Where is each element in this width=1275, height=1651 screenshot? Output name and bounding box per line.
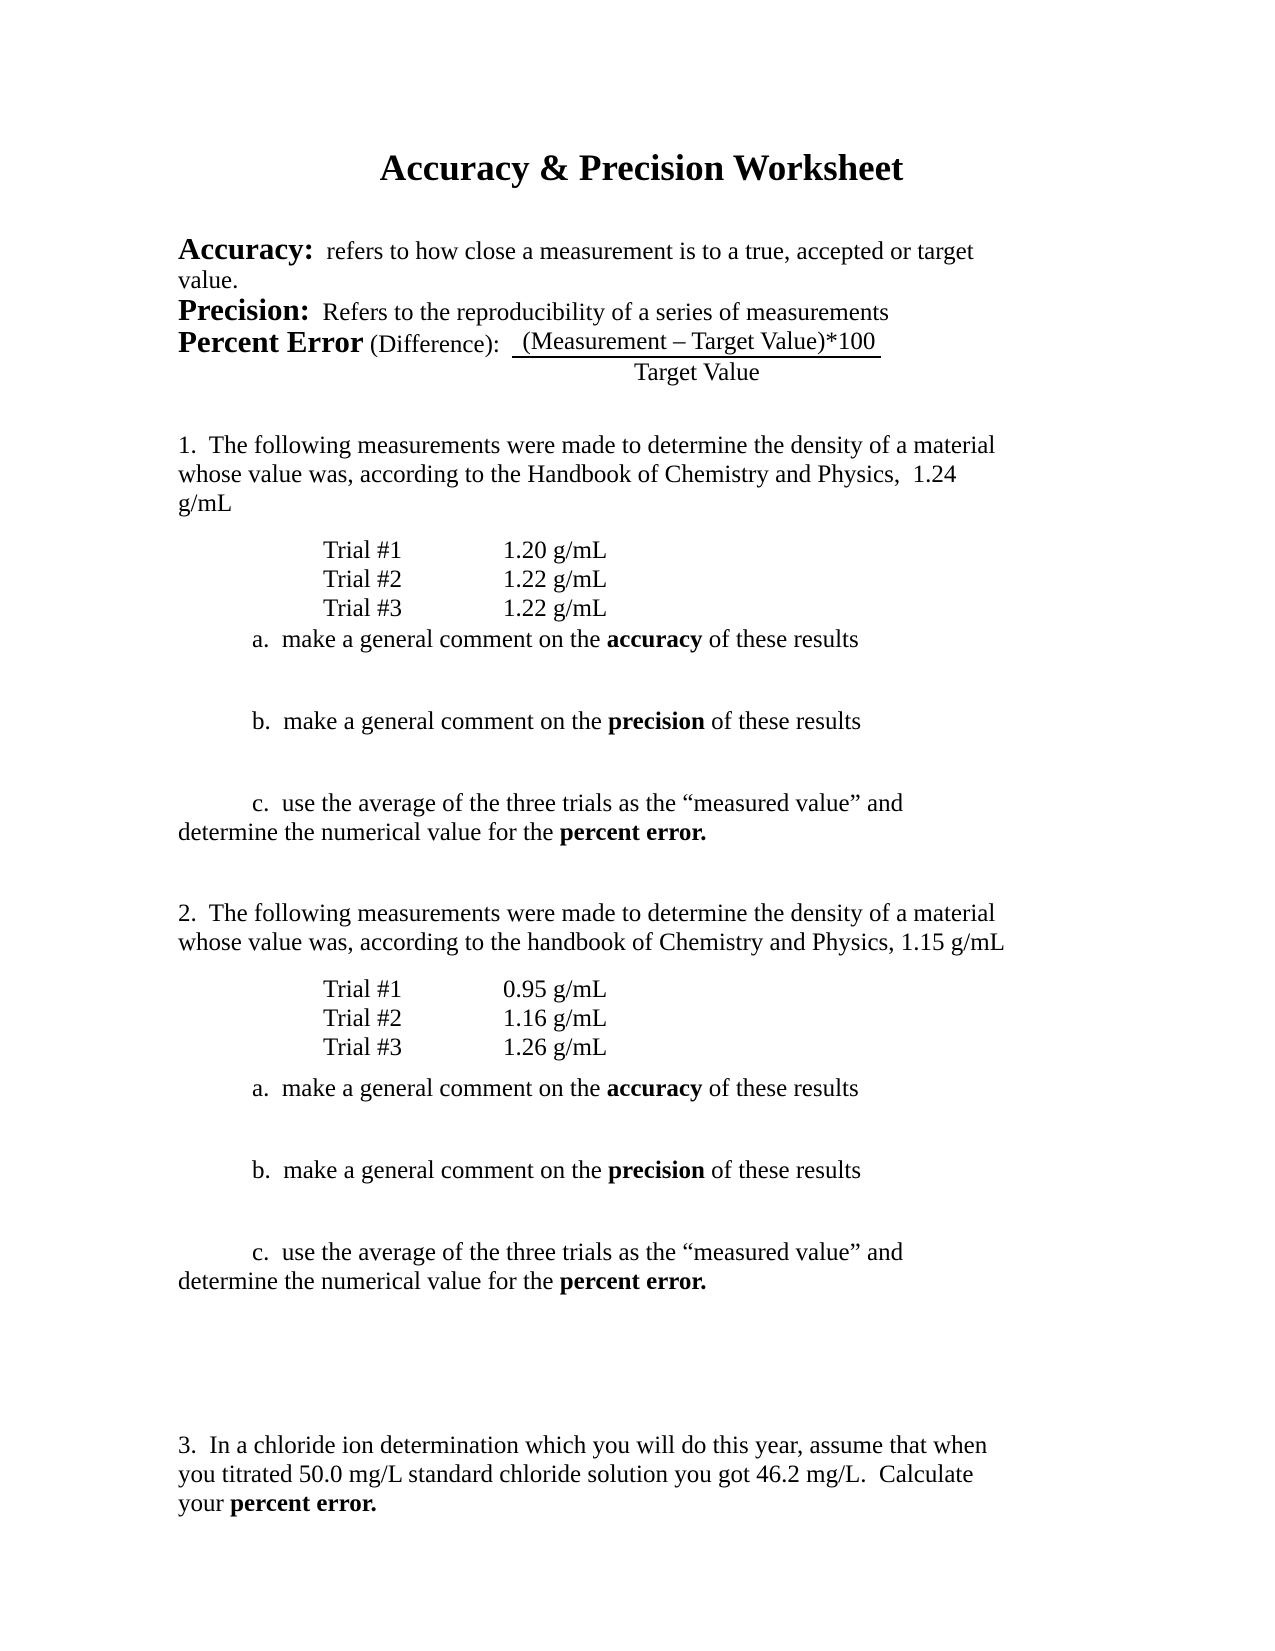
definition-accuracy-continued: value. [178,267,239,294]
trial-label: Trial #3 [323,595,402,622]
precision-text: Refers to the reproducibility of a series of measurements [310,299,889,326]
part-text: of these results [704,1157,862,1184]
question-1-part-c: c. use the average of the three trials as the “measured value” and [252,790,904,817]
part-text: determine the numerical value for the [178,1268,560,1295]
trial-value: 0.95 g/mL [503,976,608,1003]
part-bold-word: percent error. [559,1268,707,1295]
question-3-text-line: 3. In a chloride ion determination which you will do this year, assume that when [178,1432,988,1459]
trial-value: 1.22 g/mL [503,595,608,622]
question-2 [178,899,1105,1296]
question-2-part-b [178,1156,1105,1185]
question-3-text-line: you titrated 50.0 mg/L standard chloride solution you got 46.2 mg/L. Calculate [178,1461,974,1488]
question-1-text-line: 1. The following measurements were made to determine the density of a material [178,432,996,459]
part-text: a. make a general comment on the [252,1075,607,1102]
trial-value: 1.26 g/mL [503,1034,608,1061]
trial-value: 1.22 g/mL [503,566,608,593]
accuracy-term: Accuracy: [178,231,314,266]
question-1-text-line: whose value was, according to the Handbook of Chemistry and Physics, 1.24 [178,461,957,488]
part-bold-word: percent error. [230,1490,377,1517]
trial-row [323,536,1105,565]
question-3-text-line [178,1489,1105,1518]
formula-denominator: Target Value [634,359,760,386]
part-text: b. make a general comment on the [252,1157,609,1184]
part-text: determine the numerical value for the [178,819,560,846]
part-bold-word: precision [608,1157,705,1184]
part-text: b. make a general comment on the [252,708,609,735]
formula-numerator: (Measurement – Target Value)*100 [512,327,881,358]
question-1-trials-table [178,536,1105,623]
trial-row [323,565,1105,594]
question-1-text-line: g/mL [178,490,233,517]
trial-row [323,594,1105,623]
percent-error-term: Percent Error [178,324,364,359]
question-2-part-c-continued [178,1267,1105,1296]
part-text: of these results [704,708,862,735]
question-2-text-line: whose value was, according to the handbook of Chemistry and Physics, 1.15 g/mL [178,929,1005,956]
trial-label: Trial #2 [323,1005,402,1032]
question-2-trials-table [178,975,1105,1062]
question-3 [178,1431,1105,1518]
trial-label: Trial #1 [323,537,402,564]
definition-precision [178,292,1105,327]
trial-value: 1.16 g/mL [503,1005,608,1032]
question-1-part-a [178,625,1105,654]
trial-row [323,1004,1105,1033]
trial-label: Trial #2 [323,566,402,593]
definition-percent-error [178,324,1105,387]
definitions-section [178,231,1105,387]
percent-error-label: (Difference): [363,331,513,358]
part-text: of these results [702,626,859,653]
definition-accuracy [178,231,1105,266]
question-2-text-line: 2. The following measurements were made to determine the density of a material [178,900,996,927]
trial-label: Trial #3 [323,1034,402,1061]
question-1-part-b [178,707,1105,736]
accuracy-text: refers to how close a measurement is to a true, accepted or target [314,238,974,265]
part-bold-word: precision [608,708,705,735]
part-text: of these results [702,1075,859,1102]
precision-term: Precision: [178,292,311,327]
question-1-part-c-continued [178,818,1105,847]
trial-row [323,1033,1105,1062]
part-bold-word: accuracy [606,1075,703,1102]
page-title: Accuracy & Precision Worksheet [379,148,904,189]
question-1 [178,431,1105,847]
part-text: your [178,1490,231,1517]
question-2-part-c: c. use the average of the three trials as the “measured value” and [252,1239,904,1266]
percent-error-formula [512,327,881,387]
part-bold-word: percent error. [559,819,707,846]
trial-row [323,975,1105,1004]
trial-label: Trial #1 [323,976,402,1003]
trial-value: 1.20 g/mL [503,537,608,564]
part-text: a. make a general comment on the [252,626,607,653]
part-bold-word: accuracy [606,626,703,653]
question-2-part-a [178,1074,1105,1103]
